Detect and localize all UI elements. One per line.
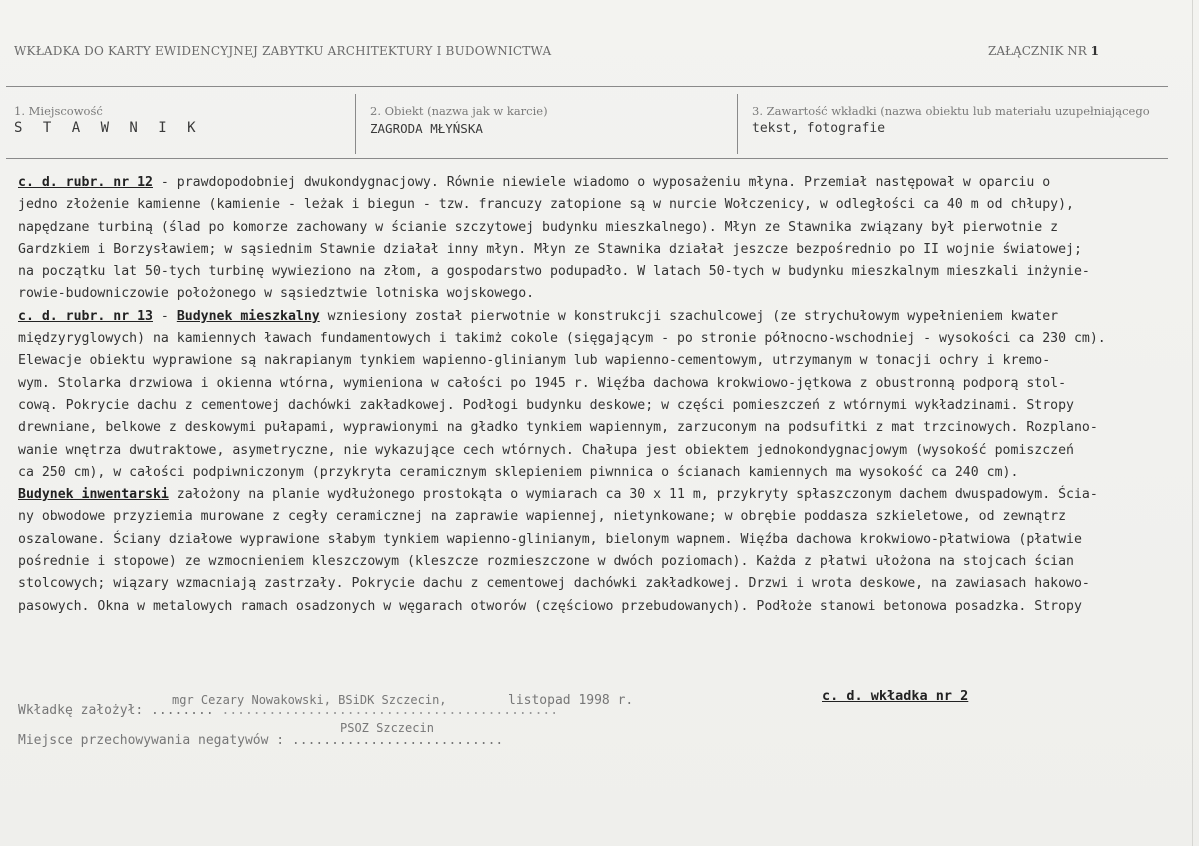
section-heading: c. d. rubr. nr 13 xyxy=(18,308,153,324)
form-title: WKŁADKA DO KARTY EWIDENCYJNEJ ZABYTKU ARCHITEKTURY I BUDOWNICTWA xyxy=(14,44,552,58)
subsection-heading: Budynek inwentarski xyxy=(18,487,169,503)
divider-top xyxy=(6,86,1168,87)
body-line xyxy=(18,172,1190,194)
cell-divider-1 xyxy=(355,94,356,154)
body-line: oszalowane. Ściany działowe wyprawione słabym tynkiem wapienno-glinianym, bielonym wapnem. Więźba dachowa krokwiowo-płatwiowa (płatwie xyxy=(18,531,1082,547)
object-value: ZAGRODA MŁYŃSKA xyxy=(370,121,483,136)
divider-body xyxy=(6,158,1168,159)
subsection-heading: Budynek mieszkalny xyxy=(176,308,320,324)
body-text xyxy=(18,172,1190,618)
body-line xyxy=(18,484,1190,506)
author-line xyxy=(18,693,634,718)
author-value: mgr Cezary Nowakowski, BSiDK Szczecin, xyxy=(172,693,447,707)
place-label: 1. Miejscowość xyxy=(14,104,103,118)
author-label: Wkładkę założył: ........ xyxy=(18,703,214,718)
text-span: wzniesiony został pierwotnie w konstrukcji szachulcowej (ze strychułowym wypełnieniem kwater xyxy=(319,308,1059,324)
storage-line xyxy=(18,721,504,748)
body-line: napędzane turbiną (ślad po komorze zachowany w ścianie szczytowej budynku mieszkalnego). Młyn ze Stawnika związany był pierwotnie z xyxy=(18,219,1059,235)
section-heading: c. d. rubr. nr 12 xyxy=(18,175,153,190)
author-date: listopad 1998 r. xyxy=(508,693,634,708)
body-line: drewniane, belkowe z deskowymi pułapami, wyprawionymi na gładko tynkiem wapiennym, zarzuconym na podsufitki z mat trzcinowych. Rozplano- xyxy=(18,420,1098,436)
cell-divider-2 xyxy=(737,94,738,154)
attachment-number xyxy=(988,44,1099,58)
text-span: założony na planie wydłużonego prostokąta o wymiarach ca 30 x 11 m, przykryty spłaszczonym dachem dwuspadowym. Ścia- xyxy=(168,487,1098,503)
body-line: międzyryglowych) na kamiennych ławach fundamentowych i takimż cokole (sięgającym - po stronie północno-wschodniej - wysokości ca 230 cm). xyxy=(18,331,1106,347)
body-line: cową. Pokrycie dachu z cementowej dachówki zakładkowej. Podłogi budynku deskowe; w części pomieszczeń z wtórnymi wykładzinami. Stropy xyxy=(18,397,1074,413)
continuation-note: c. d. wkładka nr 2 xyxy=(822,688,969,704)
body-line: ca 250 cm), w całości podpiwniczonym (przykryta ceramicznym sklepieniem piwnnica o ścianach kamiennych ma wysokość ca 240 cm). xyxy=(18,464,1019,480)
storage-label: Miejsce przechowywania negatywów : ........................... xyxy=(18,733,504,748)
body-line: pośrednie i stopowe) ze wzmocnieniem kleszczowym (kleszcze rozmieszczone w dwóch poziomach). Każda z płatwi ułożona na stojcach ścian xyxy=(18,554,1074,570)
place-value: S T A W N I K xyxy=(14,120,202,136)
body-line: na początku lat 50-tych turbinę wywieziono na złom, a gospodarstwo podupadło. W latach 50-tych w budynku mieszkalnym mieszkali inżynie- xyxy=(18,264,1090,280)
body-line: wanie wnętrza dwutraktowe, asymetryczne, nie wykazujące cech wtórnych. Chałupa jest obiektem jednokondygnacjowym (wysokość pomiszczeń xyxy=(18,442,1074,458)
body-line: wym. Stolarka drzwiowa i okienna wtórna, wymieniona w całości po 1945 r. Więźba dachowa krokwiowo-jętkowa z obustronną podporą stol- xyxy=(18,375,1067,391)
storage-value: PSOZ Szczecin xyxy=(340,721,434,735)
card-edge xyxy=(1192,0,1193,846)
attachment-label: ZAŁĄCZNIK NR xyxy=(988,44,1087,58)
body-line: ny obwodowe przyziemia murowane z cegły ceramicznej na zaprawie wapiennej, nietynkowane; w obrębie poddasza szkieletowe, od zewnątrz xyxy=(18,509,1067,525)
body-line: stolcowych; wiązary wzmacniają zastrzały. Pokrycie dachu z cementowej dachówki zakładkowej. Drzwi i wrota deskowe, na zawiasach hakowo- xyxy=(18,576,1090,592)
content-label: 3. Zawartość wkładki (nazwa obiektu lub materiału uzupełniającego xyxy=(752,104,1150,118)
attachment-value: 1 xyxy=(1090,44,1099,58)
body-line xyxy=(18,306,1190,328)
body-line: rowie-budowniczowie położonego w sąsiedztwie lotniska wojskowego. xyxy=(18,286,535,302)
body-line: pasowych. Okna w metalowych ramach osadzonych w węgarach otworów (częściowo przebudowanych). Podłoże stanowi betonowa posadzka. Stropy xyxy=(18,598,1082,614)
body-line: Gardzkiem i Borzysławiem; w sąsiednim Stawnie działał inny młyn. Młyn ze Stawnika działał jeszcze bezpośrednio po II wojnie światowej; xyxy=(18,241,1082,257)
text-span: - prawdopodobniej dwukondygnacjowy. Równie niewiele wiadomo o wyposażeniu młyna. Przemiał następował w oparciu o xyxy=(152,175,1051,190)
body-line: jedno złożenie kamienne (kamienie - leżak i biegun - tzw. francuzy zatopione są w nurcie Wołczenicy, w odległości ca 40 m od chłupy), xyxy=(18,197,1074,213)
body-line: Elewacje obiektu wyprawione są nakrapianym tynkiem wapienno-glinianym lub wapienno-cementowym, utrzymanym w tonacji ochry i kremo- xyxy=(18,353,1051,369)
object-label: 2. Obiekt (nazwa jak w karcie) xyxy=(370,104,548,118)
text-span: - xyxy=(152,308,177,324)
author-dots: ........................................... xyxy=(221,703,559,718)
content-value: tekst, fotografie xyxy=(752,121,886,136)
